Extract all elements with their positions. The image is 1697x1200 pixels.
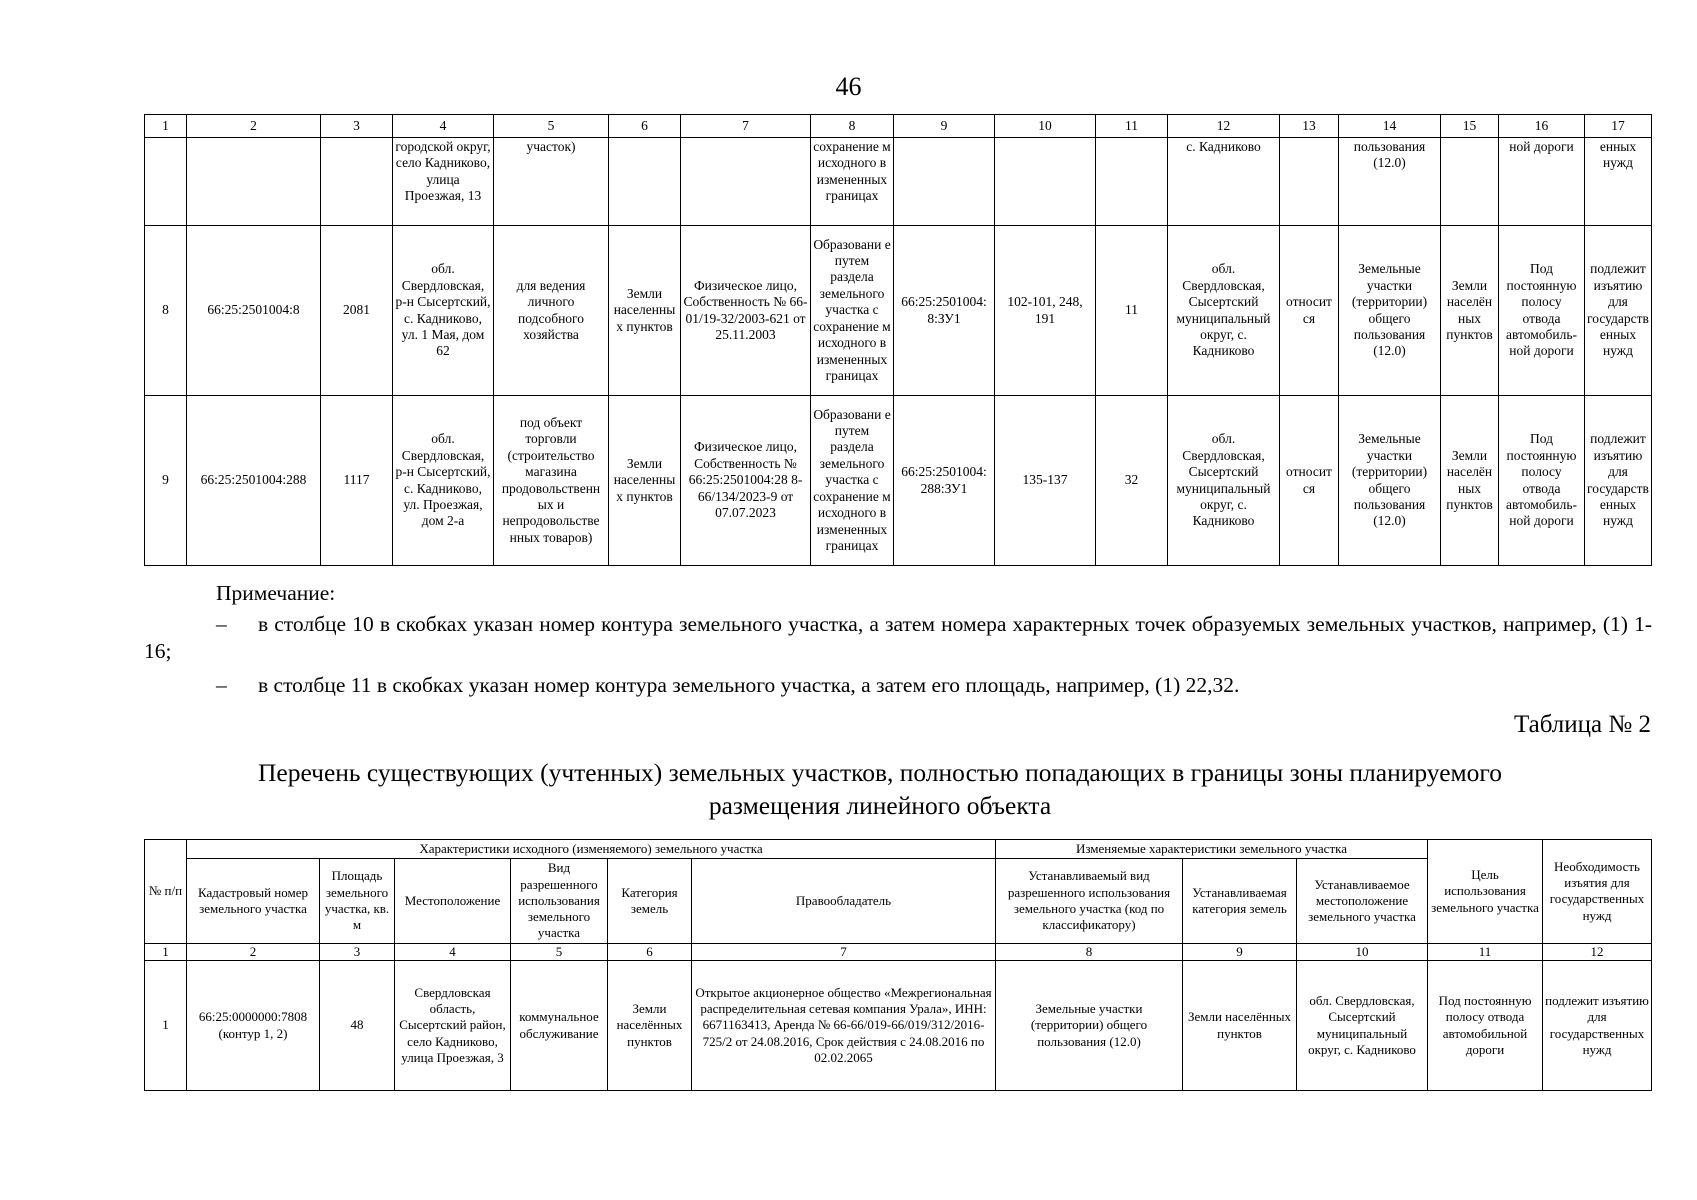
table-cell: обл. Свердловская, р-н Сысертский, с. Кадниково, ул. 1 Мая, дом 62: [393, 226, 494, 396]
header-cell: Местоположение: [395, 859, 511, 943]
table-cell: для ведения личного подсобного хозяйства: [494, 226, 609, 396]
list-dash: –: [216, 673, 227, 697]
table-cell: подлежит изъятию для государств енных нужд: [1585, 226, 1652, 396]
page-number: 46: [835, 72, 862, 101]
table-cell: 66:25:2501004:288: [187, 396, 321, 566]
note-item: [144, 672, 1697, 699]
column-number: 4: [393, 115, 494, 138]
table-cell: подлежит изъятию для государств енных нужд: [1585, 396, 1652, 566]
table-title: Перечень существующих (учтенных) земельных участков, полностью попадающих в границы зоны планируемого размещения линейного объекта: [257, 758, 1503, 820]
note-title: Примечание:: [216, 581, 336, 605]
table-cell: Физическое лицо, Собственность № 66:25:2501004:28 8-66/134/2023-9 от 07.07.2023: [681, 396, 811, 566]
table-cell: относит ся: [1280, 396, 1339, 566]
table-row: [145, 396, 1652, 566]
column-number-row: [145, 115, 1652, 138]
table-cell: Под постоянную полосу отвода автомобиль-ной дороги: [1499, 396, 1585, 566]
table-cell: Под постоянную полосу отвода автомобильной дороги: [1428, 961, 1543, 1091]
table-cell: подлежит изъятию для государственных нужд: [1543, 961, 1652, 1091]
table-cell: Физическое лицо, Собственность № 66-01/19-32/2003-621 от 25.11.2003: [681, 226, 811, 396]
column-number: 7: [692, 943, 996, 960]
column-number: 11: [1428, 943, 1543, 960]
table-cell: 66:25:2501004: 8:ЗУ1: [894, 226, 995, 396]
column-number: 6: [609, 115, 681, 138]
column-number: 3: [320, 943, 395, 960]
table-cell: сохранение м исходного в измененных границах: [811, 138, 894, 226]
column-number: 10: [995, 115, 1096, 138]
column-number: 4: [395, 943, 511, 960]
column-number: 11: [1096, 115, 1168, 138]
table-cell: 135-137: [995, 396, 1096, 566]
column-number: 15: [1441, 115, 1499, 138]
column-number: 17: [1585, 115, 1652, 138]
table-cell: Земельные участки (территории) общего пользования (12.0): [996, 961, 1183, 1091]
column-number-row: [145, 943, 1652, 960]
header-cell: Устанавливаемый вид разрешенного использования земельного участка (код по классификатору): [996, 859, 1183, 943]
header-cell: Категория земель: [608, 859, 692, 943]
table-cell: Земли населённых пунктов: [608, 961, 692, 1091]
column-number: 1: [145, 943, 187, 960]
table-cell: Земли населён ных пунктов: [1441, 226, 1499, 396]
column-number: 5: [511, 943, 608, 960]
table-cell: Образовани е путем раздела земельного участка с сохранение м исходного в измененных границах: [811, 396, 894, 566]
header-cell: Площадь земельного участка, кв. м: [320, 859, 395, 943]
table-cell: Свердловская область, Сысертский район, село Кадниково, улица Проезжая, 3: [395, 961, 511, 1091]
table-row: [145, 226, 1652, 396]
header-cell: Необходимость изъятия для государственных нужд: [1543, 840, 1652, 944]
header-row: [145, 859, 1652, 943]
table-cell: 66:25:0000000:7808 (контур 1, 2): [187, 961, 320, 1091]
column-number: 7: [681, 115, 811, 138]
table-cell: 1: [145, 961, 187, 1091]
note-item-text: в столбце 10 в скобках указан номер контура земельного участка, а затем номера характерных точек образуемых земельных участков, например, (1) 1-16;: [144, 612, 1652, 663]
column-number: 2: [187, 115, 321, 138]
list-dash: –: [216, 612, 227, 636]
table-cell: Земли населён ных пунктов: [1441, 396, 1499, 566]
column-number: 12: [1543, 943, 1652, 960]
table-cell: Земли населённых пунктов: [1183, 961, 1297, 1091]
table-cell: Земельные участки (территории) общего пользования (12.0): [1339, 396, 1441, 566]
column-number: 5: [494, 115, 609, 138]
table-row: [145, 138, 1652, 226]
table-cell: 11: [1096, 226, 1168, 396]
table-cell: [681, 138, 811, 226]
column-number: 3: [321, 115, 393, 138]
group-header-cell: Изменяемые характеристики земельного участка: [996, 840, 1428, 859]
header-cell: Устанавливаемая категория земель: [1183, 859, 1297, 943]
existing-land-plots-table: [144, 839, 1652, 1091]
table-cell: обл. Свердловская, Сысертский муниципальный округ, с. Кадниково: [1297, 961, 1428, 1091]
table-cell: Земли населенны х пунктов: [609, 226, 681, 396]
table-cell: Под постоянную полосу отвода автомобиль-ной дороги: [1499, 226, 1585, 396]
column-number: 9: [894, 115, 995, 138]
table-cell: [1096, 138, 1168, 226]
table-cell: Образовани е путем раздела земельного участка с сохранение м исходного в измененных границах: [811, 226, 894, 396]
table-cell: 66:25:2501004:8: [187, 226, 321, 396]
table-cell: ной дороги: [1499, 138, 1585, 226]
table-cell: под объект торговли (строительство магазина продовольственн ых и непродовольстве нных товаров): [494, 396, 609, 566]
table-cell: 8: [145, 226, 187, 396]
table-cell: 102-101, 248, 191: [995, 226, 1096, 396]
table-cell: 9: [145, 396, 187, 566]
table-cell: енных нужд: [1585, 138, 1652, 226]
column-number: 14: [1339, 115, 1441, 138]
header-cell: № п/п: [145, 840, 187, 944]
table-cell: [321, 138, 393, 226]
column-number: 16: [1499, 115, 1585, 138]
group-header-row: [145, 840, 1652, 859]
table-cell: участок): [494, 138, 609, 226]
column-number: 1: [145, 115, 187, 138]
table-cell: [1280, 138, 1339, 226]
column-number: 8: [811, 115, 894, 138]
header-cell: Цель использования земельного участка: [1428, 840, 1543, 944]
table-cell: обл. Свердловская, Сысертский муниципальный округ, с. Кадниково: [1168, 396, 1280, 566]
column-number: 6: [608, 943, 692, 960]
header-cell: Устанавливаемое местоположение земельного участка: [1297, 859, 1428, 943]
table-cell: обл. Свердловская, р-н Сысертский, с. Кадниково, ул. Проезжая, дом 2-а: [393, 396, 494, 566]
header-cell: Правообладатель: [692, 859, 996, 943]
column-number: 12: [1168, 115, 1280, 138]
table-label: Таблица № 2: [1513, 711, 1651, 738]
table-cell: 66:25:2501004: 288:ЗУ1: [894, 396, 995, 566]
table-cell: [1441, 138, 1499, 226]
column-number: 2: [187, 943, 320, 960]
table-cell: 32: [1096, 396, 1168, 566]
table-row: [145, 961, 1652, 1091]
table-cell: коммунальное обслуживание: [511, 961, 608, 1091]
table-cell: с. Кадниково: [1168, 138, 1280, 226]
group-header-cell: Характеристики исходного (изменяемого) земельного участка: [187, 840, 996, 859]
table-cell: [187, 138, 321, 226]
table-cell: 1117: [321, 396, 393, 566]
table-cell: Открытое акционерное общество «Межрегиональная распределительная сетевая компания Урала», ИНН: 6671163413, Аренда № 66-66/019-66/019/312/2016-725/2 от 24.08.2016, Срок действия с 24.08.2016 по 02.02.2065: [692, 961, 996, 1091]
table-cell: [995, 138, 1096, 226]
table-cell: 48: [320, 961, 395, 1091]
table-cell: Земли населенны х пунктов: [609, 396, 681, 566]
column-number: 8: [996, 943, 1183, 960]
column-number: 13: [1280, 115, 1339, 138]
table-cell: [609, 138, 681, 226]
table-cell: 2081: [321, 226, 393, 396]
header-cell: Кадастровый номер земельного участка: [187, 859, 320, 943]
header-cell: Вид разрешенного использования земельного участка: [511, 859, 608, 943]
table-cell: Земельные участки (территории) общего пользования (12.0): [1339, 226, 1441, 396]
table-cell: городской округ, село Кадниково, улица Проезжая, 13: [393, 138, 494, 226]
table-cell: пользования (12.0): [1339, 138, 1441, 226]
note-item-text: в столбце 11 в скобках указан номер контура земельного участка, а затем его площадь, например, (1) 22,32.: [258, 673, 1240, 697]
table-cell: [145, 138, 187, 226]
column-number: 9: [1183, 943, 1297, 960]
table-cell: [894, 138, 995, 226]
column-number: 10: [1297, 943, 1428, 960]
note-item: [144, 611, 1652, 665]
land-plots-table-continued: [144, 114, 1652, 566]
table-cell: относит ся: [1280, 226, 1339, 396]
table-cell: обл. Свердловская, Сысертский муниципальный округ, с. Кадниково: [1168, 226, 1280, 396]
